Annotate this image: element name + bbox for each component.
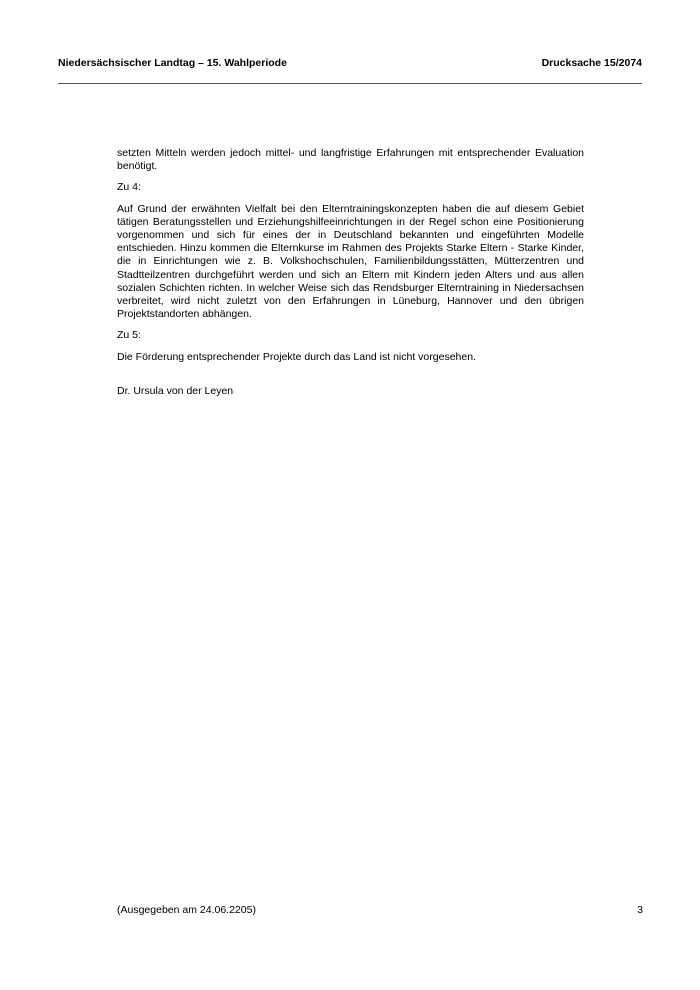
section-heading-5: Zu 5: <box>117 329 141 342</box>
section-heading-4: Zu 4: <box>117 181 141 194</box>
paragraph-answer-4: Auf Grund der erwähnten Vielfalt bei den Elterntrainingskonzepten haben die auf diesem Gebiet tätigen Beratungsstellen und Erziehungshilfeeinrichtungen in der Regel schon eine Positionierung vorgenommen und sich für eines der in Deutschland bekannten und eingeführten Modelle entschieden. Hinzu kommen die Elternkurse im Rahmen des Projekts Starke Eltern - Starke Kinder, die in Einrichtungen wie z. B. Volkshochschulen, Familienbildungsstätten, Mütterzentren und Stadtteilzentren durchgeführt werden und sich an Eltern mit Kindern jeden Alters und aus allen sozialen Schichten richten. In welcher Weise sich das Rendsburger Elterntraining in Niedersachsen verbreitet, wird nicht zuletzt von den Erfahrungen in Lüneburg, Hannover und den übrigen Projektstandorten abhängen. <box>117 202 584 321</box>
issue-date: (Ausgegeben am 24.06.2205) <box>117 904 256 916</box>
page-header <box>58 57 642 73</box>
header-divider <box>58 83 642 84</box>
header-parliament-title: Niedersächsischer Landtag – 15. Wahlperiode <box>58 57 287 69</box>
signature: Dr. Ursula von der Leyen <box>117 384 234 397</box>
paragraph-answer-5: Die Förderung entsprechender Projekte durch das Land ist nicht vorgesehen. <box>117 350 476 363</box>
document-body <box>117 147 584 406</box>
header-document-number: Drucksache 15/2074 <box>541 57 642 69</box>
page-number: 3 <box>637 904 643 916</box>
paragraph-continuation: setzten Mitteln werden jedoch mittel- und langfristige Erfahrungen mit entsprechender Evaluation benötigt. <box>117 147 584 173</box>
